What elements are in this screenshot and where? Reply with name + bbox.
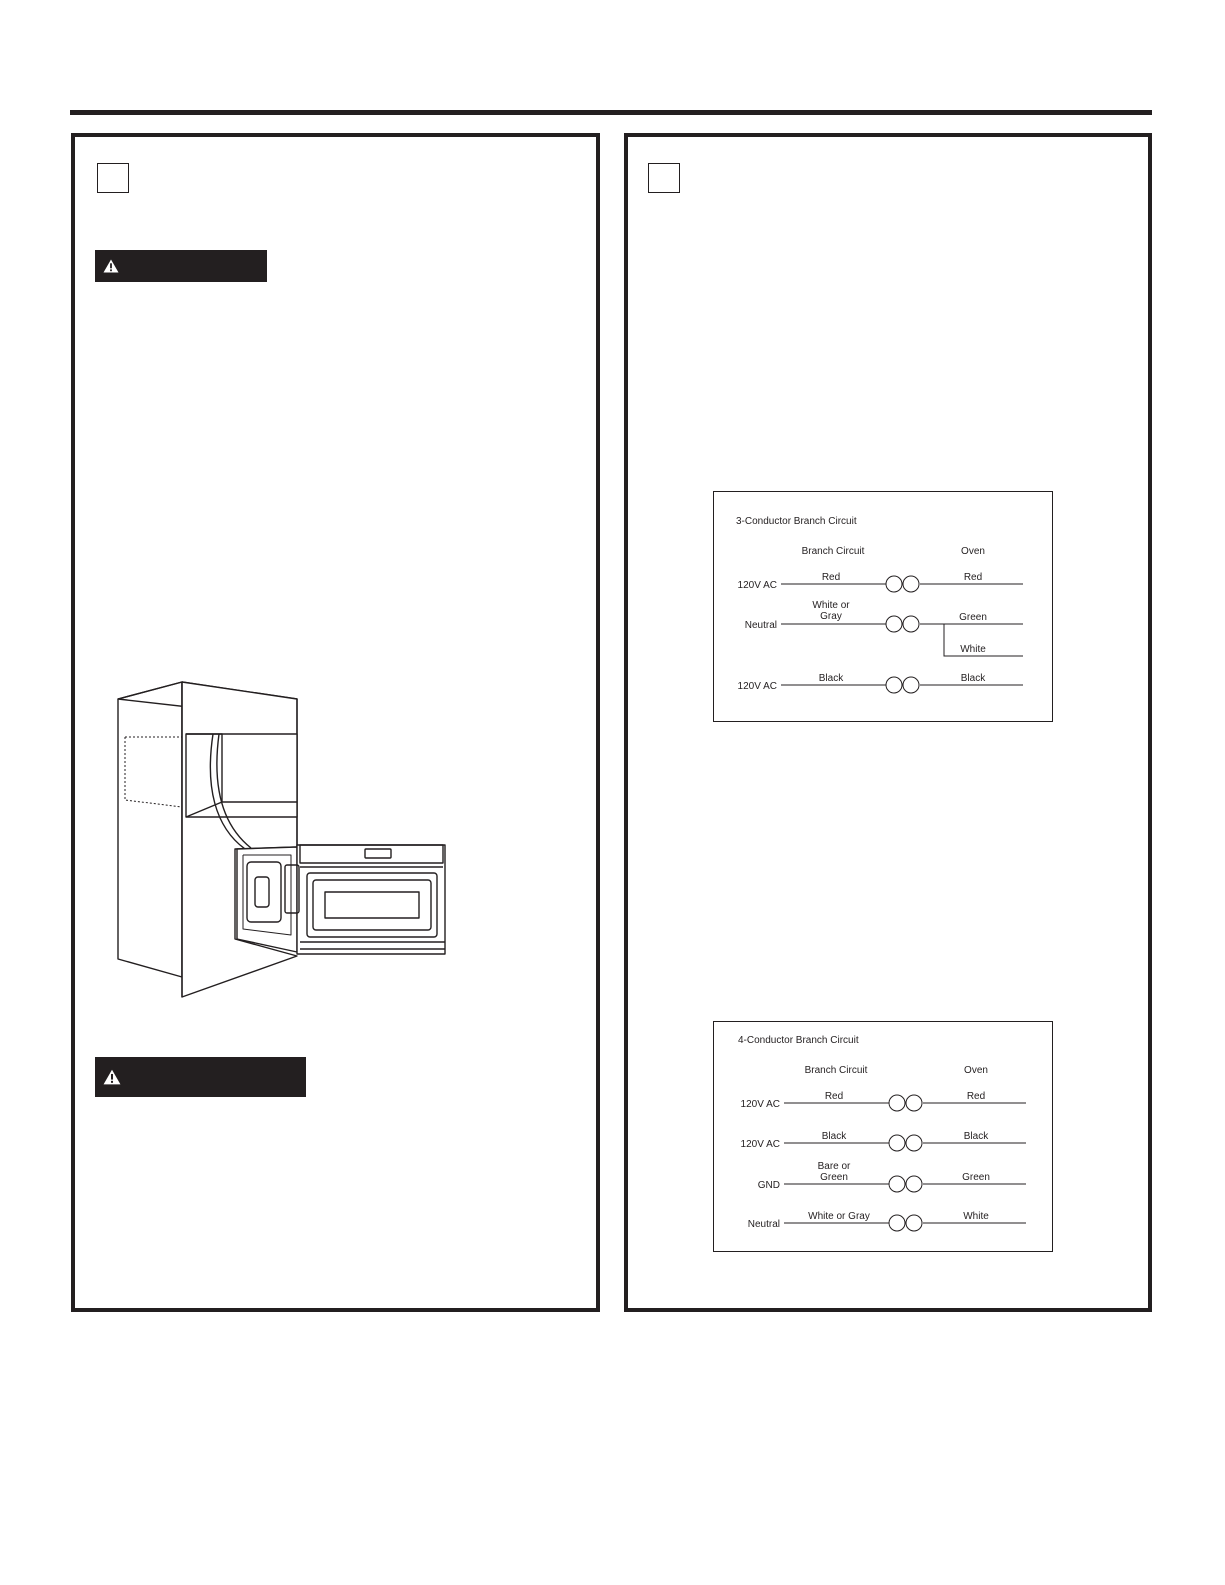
branch-wire-label: Black — [821, 1131, 847, 1142]
branch-wire-label: Green — [820, 1172, 848, 1183]
diagram-title: 4-Conductor Branch Circuit — [738, 1035, 859, 1046]
row-label: GND — [757, 1180, 780, 1191]
warning-banner — [95, 250, 267, 282]
wire-connector — [889, 1176, 905, 1192]
oven-wire-label: Green — [962, 1172, 990, 1183]
wire-connector — [886, 677, 902, 693]
warning-banner-2 — [95, 1057, 306, 1097]
row-label: 120V AC — [740, 1099, 780, 1110]
three-conductor-wiring-diagram — [713, 491, 1053, 722]
oven-wire-label: Red — [966, 1091, 986, 1102]
branch-wire-label: White or Gray — [808, 1211, 870, 1222]
row-label: Neutral — [747, 1219, 780, 1230]
oven-wire-label: Black — [963, 1131, 989, 1142]
row-label: 120V AC — [740, 1139, 780, 1150]
wire-connector — [906, 1215, 922, 1231]
oven-wire-label: White — [963, 1211, 989, 1222]
branch-wire-label: Red — [824, 1091, 844, 1102]
column-branch-circuit: Branch Circuit — [801, 546, 865, 557]
column-branch-circuit: Branch Circuit — [804, 1065, 868, 1076]
wire-connector — [906, 1135, 922, 1151]
wire-connector — [886, 576, 902, 592]
wire-connector — [889, 1135, 905, 1151]
diagram-title: 3-Conductor Branch Circuit — [736, 516, 857, 527]
wire-connector — [903, 576, 919, 592]
left-step-panel — [71, 133, 600, 1312]
branch-wire-label: Red — [821, 572, 841, 583]
right-step-panel — [624, 133, 1152, 1312]
column-oven: Oven — [961, 546, 985, 557]
branch-wire-label: Gray — [820, 611, 842, 622]
step-number-box — [97, 163, 129, 193]
oven-wire-label: White — [960, 644, 986, 655]
column-oven: Oven — [964, 1065, 988, 1076]
wire-connector — [889, 1095, 905, 1111]
oven-cabinet-illustration — [115, 677, 485, 1007]
oven-wire-label: Red — [963, 572, 983, 583]
wire-connector — [903, 677, 919, 693]
warning-triangle-icon-2 — [103, 1069, 121, 1085]
wire-connector — [906, 1095, 922, 1111]
row-label: Neutral — [744, 620, 777, 631]
wire-connector — [906, 1176, 922, 1192]
four-conductor-wiring-diagram — [713, 1021, 1053, 1252]
oven-wire-label: Black — [960, 673, 986, 684]
oven-wire-label: Green — [959, 612, 987, 623]
page-header-rule — [70, 110, 1152, 115]
row-label: 120V AC — [737, 580, 777, 591]
wire-connector — [889, 1215, 905, 1231]
wire-connector — [903, 616, 919, 632]
branch-wire-label: Black — [818, 673, 844, 684]
warning-triangle-icon — [103, 259, 119, 273]
branch-wire-label: White or — [812, 600, 850, 611]
step-number-box-right — [648, 163, 680, 193]
branch-wire-label: Bare or — [817, 1161, 851, 1172]
row-label: 120V AC — [737, 681, 777, 692]
wire-connector — [886, 616, 902, 632]
